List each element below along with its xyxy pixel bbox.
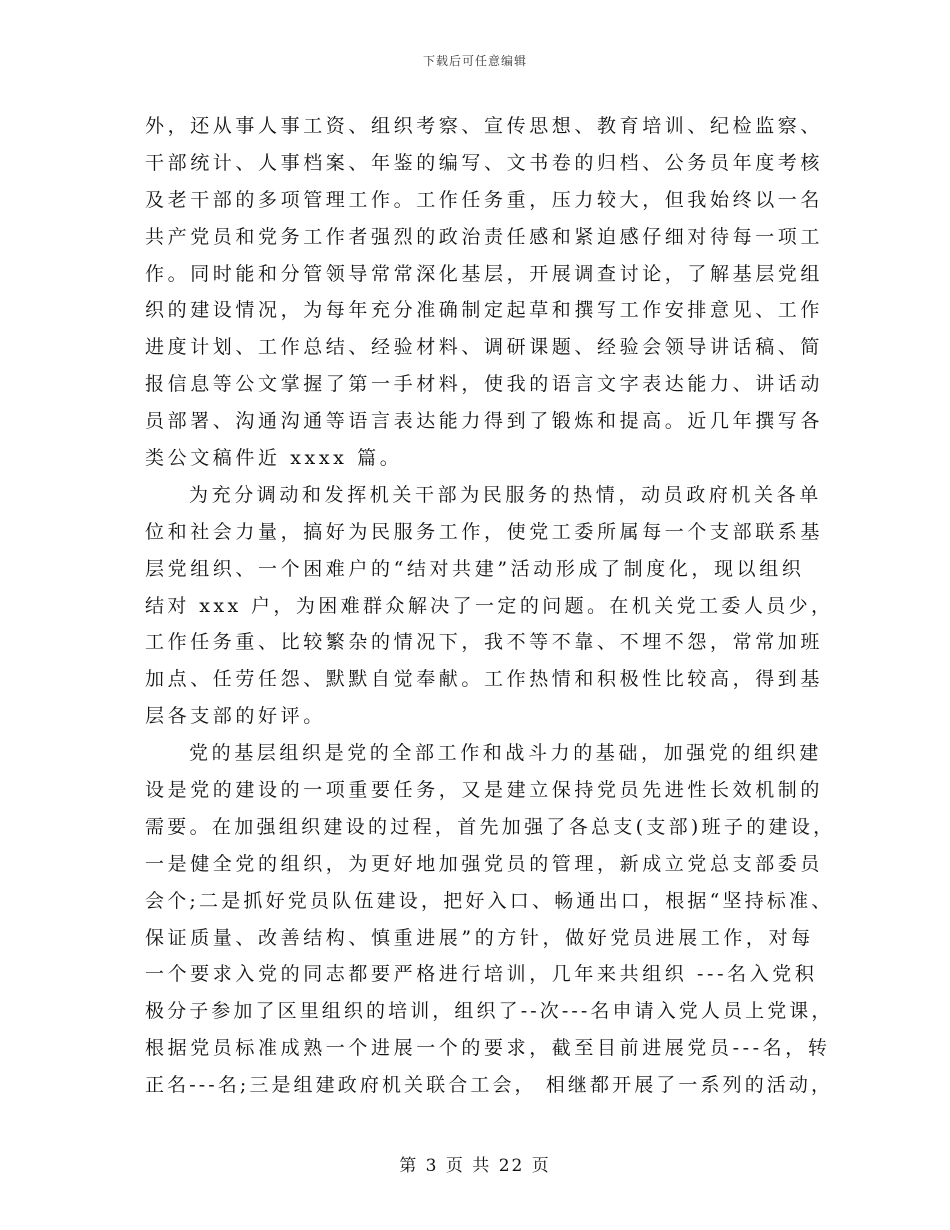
text-line: 工作任务重、比较繁杂的情况下，我不等不靠、不埋不怨，常常加班 xyxy=(145,631,824,654)
text-line: 党的基层组织是党的全部工作和战斗力的基础，加强党的组织建 xyxy=(189,742,822,765)
text-line: 干部统计、人事档案、年鉴的编写、文书卷的归档、公务员年度考核 xyxy=(145,151,824,174)
text-line: 织的建设情况，为每年充分准确制定起草和撰写工作安排意见、工作 xyxy=(145,299,824,322)
text-line: 进度计划、工作总结、经验材料、调研课题、经验会领导讲话稿、简 xyxy=(145,336,824,359)
text-line: 共产党员和党务工作者强烈的政治责任感和紧迫感仔细对待每一项工 xyxy=(145,225,824,248)
text-line: 类公文稿件近 xxxx 篇。 xyxy=(145,447,403,470)
text-line: 外，还从事人事工资、组织考察、宣传思想、教育培训、纪检监察、 xyxy=(145,115,824,137)
text-line: 层党组织、一个困难户的“结对共建”活动形成了制度化，现以组织 xyxy=(145,557,805,580)
text-line: 报信息等公文掌握了第一手材料，使我的语言文字表达能力、讲话动 xyxy=(145,373,824,396)
text-line: 及老干部的多项管理工作。工作任务重，压力较大，但我始终以一名 xyxy=(145,188,824,211)
text-line: 为充分调动和发挥机关干部为民服务的热情，动员政府机关各单 xyxy=(189,483,822,506)
text-line: 位和社会力量，搞好为民服务工作，使党工委所属每一个支部联系基 xyxy=(145,520,824,543)
text-line: 作。同时能和分管领导常常深化基层，开展调查讨论，了解基层党组 xyxy=(145,262,824,285)
text-line: 结对 xxx 户，为困难群众解决了一定的问题。在机关党工委人员少， xyxy=(145,594,834,617)
text-line: 根据党员标准成熟一个进展一个的要求，截至目前进展党员---名，转 xyxy=(145,1037,831,1060)
text-line: 极分子参加了区里组织的培训，组织了--次---名申请入党人员上党课， xyxy=(145,1000,834,1023)
document-body xyxy=(145,108,835,1104)
text-line: 保证质量、改善结构、慎重进展”的方针，做好党员进展工作，对每 xyxy=(145,926,814,949)
page-footer: 第 3 页 共 22 页 xyxy=(399,1156,551,1176)
text-line: 一是健全党的组织，为更好地加强党员的管理，新成立党总支部委员 xyxy=(145,852,824,875)
header-note: 下载后可任意编辑 xyxy=(422,54,527,68)
text-line: 正名---名;三是组建政府机关联合工会， 相继都开展了一系列的活动， xyxy=(145,1074,834,1097)
text-line: 层各支部的好评。 xyxy=(145,705,326,728)
text-line: 一个要求入党的同志都要严格进行培训，几年来共组织 ---名入党积 xyxy=(145,963,818,986)
text-line: 需要。在加强组织建设的过程，首先加强了各总支(支部)班子的建设， xyxy=(145,815,836,838)
text-line: 会个;二是抓好党员队伍建设，把好入口、畅通出口，根据“坚持标准、 xyxy=(145,889,834,912)
text-line: 设是党的建设的一项重要任务，又是建立保持党员先进性长效机制的 xyxy=(145,779,824,802)
text-line: 加点、任劳任怨、默默自觉奉献。工作热情和积极性比较高，得到基 xyxy=(145,668,824,691)
text-line: 员部署、沟通沟通等语言表达能力得到了锻炼和提高。近几年撰写各 xyxy=(145,410,824,433)
